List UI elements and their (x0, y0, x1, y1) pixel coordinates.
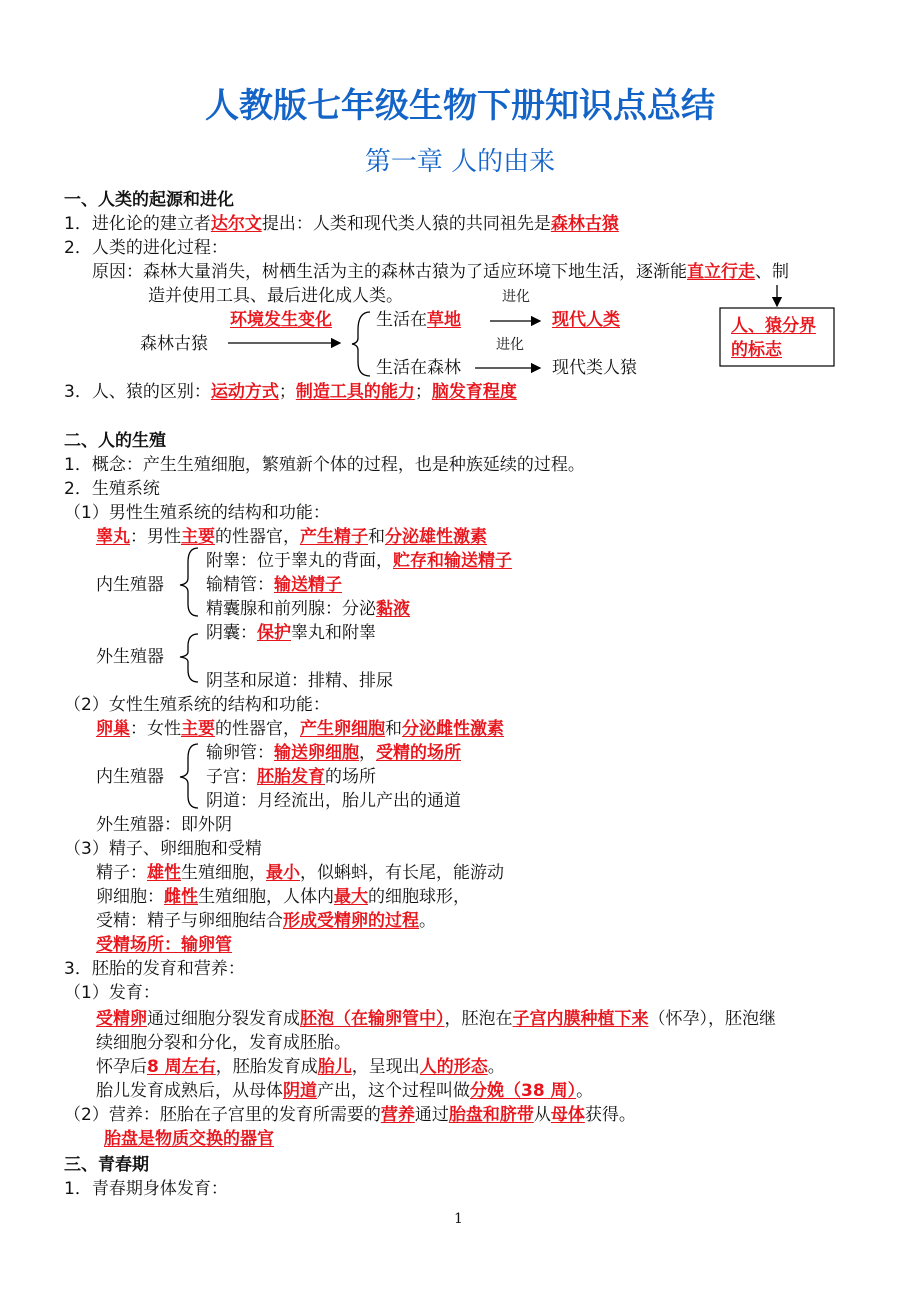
female-uterus: 子宫：胚胎发育的场所 (206, 767, 376, 787)
evo-label-bottom: 进化 (496, 337, 524, 353)
chapter-title: 第一章 人的由来 (364, 147, 556, 177)
fertilization-site: 受精场所：输卵管 (96, 935, 232, 955)
male-scrotum: 阴囊：保护睾丸和附睾 (206, 623, 376, 643)
egg-line: 卵细胞：雌性生殖细胞，人体内最大的细胞球形， (96, 887, 470, 907)
s2-male-title: （1）男性生殖系统的结构和功能： (64, 503, 330, 523)
dev-line1: 受精卵通过细胞分裂发育成胚泡（在输卵管中），胚泡在子宫内膜种植下来（怀孕），胚泡继 (96, 1009, 776, 1029)
modern-ape: 现代类人猿 (552, 358, 637, 378)
nutrition-line: （2）营养：胚胎在子宫里的发育所需要的营养通过胎盘和脐带从母体获得。 (64, 1105, 636, 1125)
s2-testis: 睾丸：男性主要的性器官，产生精子和分泌雄性激素 (96, 527, 487, 547)
s1-line3: 原因：森林大量消失，树栖生活为主的森林古猿为了适应环境下地生活，逐渐能直立行走、制 (92, 262, 789, 282)
modern-human: 现代人类 (552, 310, 620, 330)
s3-line1: 1．青春期身体发育： (64, 1179, 228, 1199)
dev-line2: 续细胞分裂和分化，发育成胚胎。 (96, 1033, 351, 1053)
male-glands: 精囊腺和前列腺：分泌黏液 (206, 599, 410, 619)
evo-label-top: 进化 (502, 289, 530, 305)
male-epididymis: 附睾：位于睾丸的背面，贮存和输送精子 (206, 551, 512, 571)
s1-line1: 1．进化论的建立者达尔文提出：人类和现代类人猿的共同祖先是森林古猿 (64, 214, 619, 234)
section-2-heading: 二、人的生殖 (64, 431, 166, 451)
page-number: 1 (454, 1211, 463, 1227)
human-ape-boundary-box: 人、猿分界的标志 (731, 316, 816, 360)
male-vas-deferens: 输精管：输送精子 (206, 575, 342, 595)
s2-female-title: （2）女性生殖系统的结构和功能： (64, 695, 330, 715)
s2-system: 2．生殖系统 (64, 479, 160, 499)
s2-embryo-title: 3．胚胎的发育和营养： (64, 959, 245, 979)
dev-line3: 怀孕后8 周左右，胚胎发育成胎儿，呈现出人的形态。 (96, 1057, 505, 1077)
s1-line2: 2．人类的进化过程： (64, 238, 228, 258)
forest-life: 生活在森林 (376, 358, 461, 378)
grassland-life: 生活在草地 (376, 310, 461, 330)
forest-ape: 森林古猿 (140, 334, 208, 354)
dev-line4: 胎儿发育成熟后，从母体阴道产出，这个过程叫做分娩（38 周）。 (96, 1081, 594, 1101)
s2-development-title: （1）发育： (64, 983, 160, 1003)
s1-line4: 造并使用工具、最后进化成人类。 (148, 286, 403, 306)
env-change: 环境发生变化 (230, 310, 332, 330)
male-penis: 阴茎和尿道：排精、排尿 (206, 671, 393, 691)
s2-concept: 1．概念：产生生殖细胞，繁殖新个体的过程，也是种族延续的过程。 (64, 455, 585, 475)
s2-gametes-title: （3）精子、卵细胞和受精 (64, 839, 262, 859)
s2-ovary: 卵巢：女性主要的性器官，产生卵细胞和分泌雌性激素 (96, 719, 504, 739)
page-title: 人教版七年级生物下册知识点总结 (205, 86, 715, 126)
male-inner-label: 内生殖器 (96, 575, 164, 595)
fertilization-line: 受精：精子与卵细胞结合形成受精卵的过程。 (96, 911, 436, 931)
female-inner-label: 内生殖器 (96, 767, 164, 787)
male-outer-label: 外生殖器 (96, 647, 164, 667)
female-outer: 外生殖器：即外阴 (96, 815, 232, 835)
female-vagina: 阴道：月经流出，胎儿产出的通道 (206, 791, 461, 811)
female-oviduct: 输卵管：输送卵细胞，受精的场所 (206, 743, 461, 763)
placenta-note: 胎盘是物质交换的器官 (104, 1129, 274, 1149)
s1-line5: 3．人、猿的区别：运动方式；制造工具的能力；脑发育程度 (64, 382, 517, 402)
section-3-heading: 三、青春期 (64, 1155, 149, 1175)
sperm-line: 精子：雄性生殖细胞，最小，似蝌蚪，有长尾，能游动 (96, 863, 504, 883)
section-1-heading: 一、人类的起源和进化 (64, 190, 234, 210)
